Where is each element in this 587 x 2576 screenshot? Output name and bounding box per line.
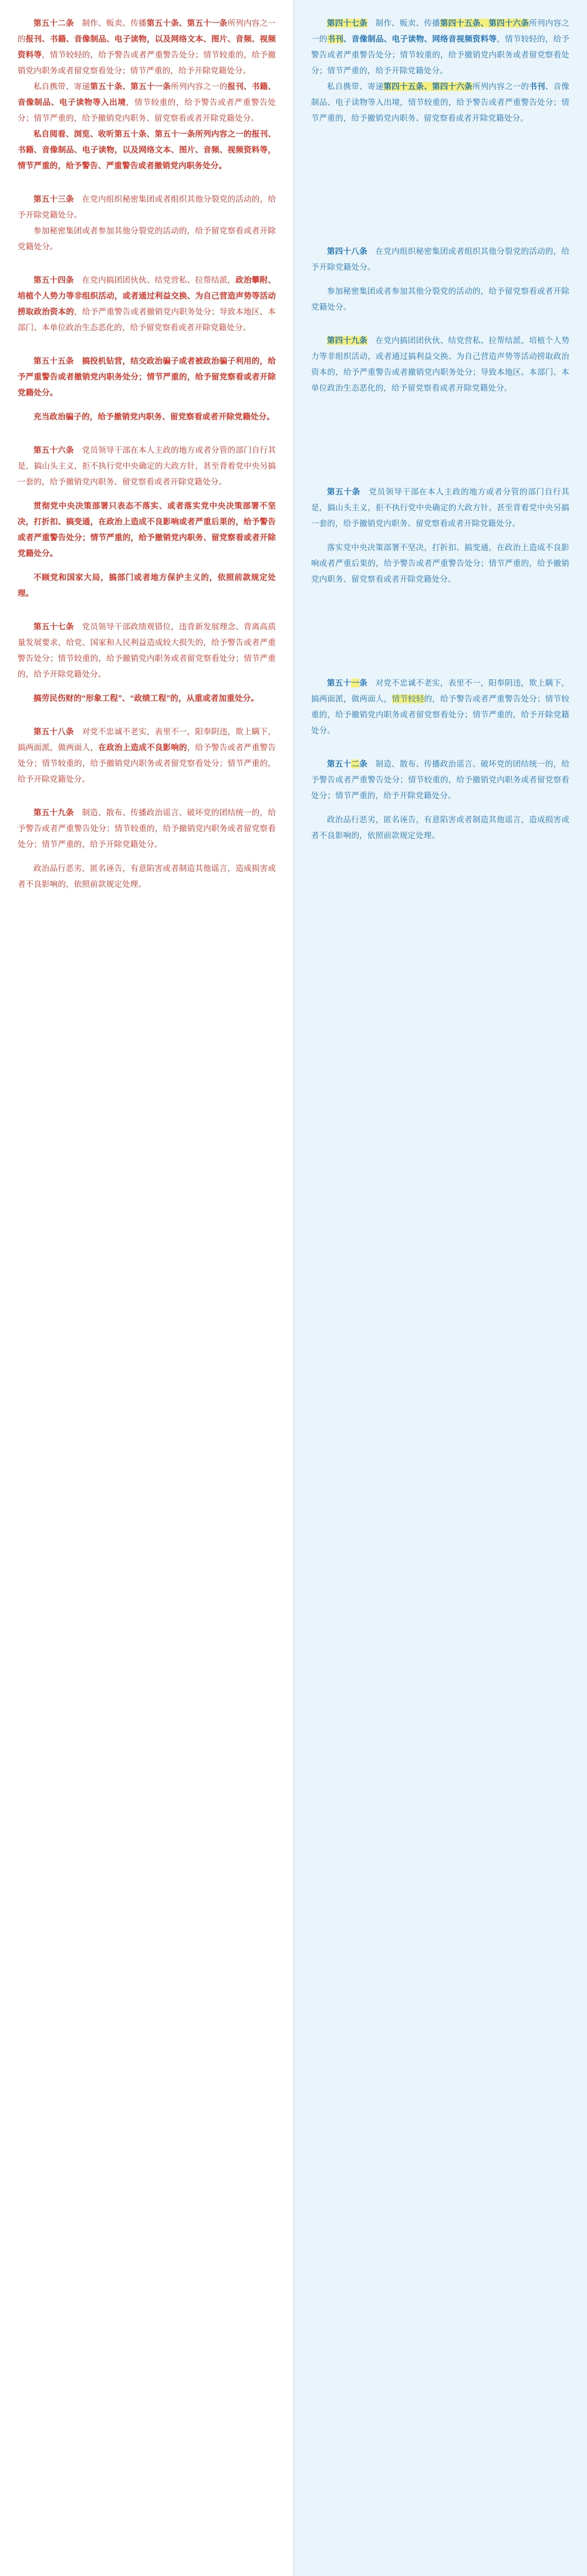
emphasised-text: 条 [359, 760, 367, 768]
emphasised-text: 书刊 [327, 35, 344, 43]
vertical-spacer [311, 126, 569, 243]
paragraph-l59 [18, 805, 276, 852]
emphasised-text: 第四十七条 [327, 19, 367, 28]
body-text: ，情节较轻的，给予警告或者严重警告处分；情节较重的，给予撤销党内职务或者留党察看处分；情节严重的，给予开除党籍处分。 [18, 50, 276, 75]
paragraph-r48 [311, 243, 569, 275]
vertical-spacer [311, 396, 569, 484]
emphasised-text: 不顾党和国家大局，搞部门或者地方保护主义的，依照前款规定处理。 [18, 573, 276, 598]
vertical-spacer [311, 531, 569, 540]
paragraph-l58 [18, 724, 276, 787]
emphasised-text: 私自阅看、浏览、收听第五十条、第五十一条所列内容之一的报刊、书籍、音像制品、电子读物，以及网络文本、图片、音频、视频资料等，情节严重的，给予警告、严重警告或者撤销党内职务处分。 [18, 130, 276, 170]
paragraph-r49 [311, 333, 569, 396]
vertical-spacer [18, 852, 276, 860]
emphasised-text: 第四十九条 [327, 336, 367, 345]
emphasised-text: 第五十二条 [33, 19, 74, 28]
body-text: 制作、贩卖、传播 [367, 19, 440, 28]
body-text: 制造、散布、传播政治谣言、破坏党的团结统一的，给予警告或者严重警告处分；情节较重的，给予撤销党内职务或者留党察看处分；情节严重的，给予开除党籍处分。 [311, 760, 570, 800]
body-text: 所列内容之一的 [472, 82, 529, 91]
paragraph-l52c [18, 126, 276, 174]
paragraph-l57 [18, 619, 276, 682]
emphasised-text: 书刊 [529, 82, 545, 91]
emphasised-text: 充当政治骗子的，给予撤销党内职务、留党察看或者开除党籍处分。 [33, 412, 275, 421]
emphasised-text: 第五十四条 [33, 276, 74, 284]
emphasised-text: 搞劳民伤财的“形象工程”、“政绩工程”的，从重或者加重处分。 [33, 694, 259, 703]
body-text: 制造、散布、传播政治谣言、破坏党的团结统一的，给予警告或者严重警告处分；情节较重的，给予撤销党内职务或者留党察看处分；情节严重的，给予开除党籍处分。 [18, 808, 276, 849]
body-text: 在党内搞团团伙伙、结党营私、拉帮结派、培植个人势力等非组织活动，或者通过搞利益交换、为自己营造声势等活动捞取政治资本的，给予严重警告或者撤销党内职务处分；导致本地区、本部门、本单位政治生态恶化的，给予留党察看或者开除党籍处分。 [311, 336, 570, 392]
emphasised-text: 第五十条、第五十一条 [146, 19, 228, 28]
paragraph-l53b [18, 223, 276, 255]
emphasised-text: 条 [359, 679, 367, 687]
body-text: 对党不忠诚不老实，表里不一，阳奉阴违，欺上瞒下，搞两面派，做两面人， [18, 727, 276, 752]
body-text: 在党内组织秘密集团或者组织其他分裂党的活动的，给予开除党籍处分。 [18, 195, 276, 219]
body-text: 所列内容之一的 [171, 82, 228, 91]
paragraph-l56b [18, 498, 276, 561]
emphasised-text: 第五十条、第五十一条 [90, 82, 171, 91]
emphasised-text: 第四十八条 [327, 247, 367, 256]
body-text: 参加秘密集团或者参加其他分裂党的活动的，给予留党察看或者开除党籍处分。 [18, 226, 276, 251]
vertical-spacer [18, 682, 276, 690]
vertical-spacer [311, 315, 569, 333]
emphasised-text: 第五十五条 搞投机钻营，结交政治骗子或者被政治骗子利用的，给予严重警告或者撤销党内职务处分；情节严重的，给予留党察看或者开除党籍处分。 [18, 357, 276, 397]
vertical-spacer [311, 738, 569, 756]
body-text: 党员领导干部在本人主政的地方或者分管的部门自行其是，搞山头主义，拒不执行党中央确定的大政方针，甚至背着党中央另搞一套的，给予撤销党内职务、留党察看或者开除党籍处分。 [18, 446, 276, 486]
emphasised-text: 第五十九条 [33, 808, 74, 817]
body-text: 党员领导干部政绩观错位，违背新发展理念、背离高质量发展要求，给党、国家和人民利益造成较大损失的，给予警告或者严重警告处分；情节较重的，给予撤销党内职务或者留党察看处分；情节严重的，给予开除党籍处分。 [18, 622, 276, 679]
paragraph-l59b [18, 860, 276, 892]
emphasised-text: 第五十条 [327, 487, 361, 496]
vertical-spacer [18, 561, 276, 570]
vertical-spacer [18, 255, 276, 272]
body-text: 私自携带、寄递 [33, 82, 90, 91]
body-text: ，给予严重警告或者撤销党内职务处分；导致本地区、本部门、本单位政治生态恶化的，给予留党察看或者开除党籍处分。 [18, 307, 276, 332]
paragraph-r50b [311, 540, 569, 587]
vertical-spacer [18, 401, 276, 409]
body-text: 落实党中央决策部署不坚决，打折扣、搞变通，在政治上造成不良影响或者严重后果的，给予警告或者严重警告处分；情节严重的，给予撤销党内职务、留党察看或者开除党籍处分。 [311, 543, 569, 584]
body-text: ，情节较重的，给予警告或者严重警告处分；情节严重的，给予撤销党内职务、留党察看或者开除党籍处分。 [18, 98, 276, 123]
body-text: 政治品行恶劣，匿名诬告，有意陷害或者制造其他谣言，造成损害或者不良影响的，依照前款规定处理。 [18, 864, 276, 889]
paragraph-l54 [18, 272, 276, 335]
emphasised-text: 报刊、书籍、音像制品、电子读物，以及网络文本、图片、音频、视频资料等 [18, 35, 276, 59]
paragraph-r47b [311, 79, 569, 126]
right-column-original-text [294, 0, 587, 2576]
body-text: 参加秘密集团或者参加其他分裂党的活动的，给予留党察看或者开除党籍处分。 [311, 287, 569, 311]
vertical-spacer [18, 174, 276, 191]
paragraph-l55b [18, 409, 276, 425]
paragraph-l52 [18, 15, 276, 79]
body-text: 私自携带、寄递 [327, 82, 384, 91]
paragraph-l55 [18, 353, 276, 401]
body-text: 在党内搞团团伙伙、结党营私、拉帮结派， [73, 276, 236, 284]
paragraph-l56 [18, 442, 276, 490]
body-text: 情节较轻 [392, 694, 424, 703]
body-text: ，情节较轻的，给予警告或者严重警告处分；情节较重的，给予撤销党内职务或者留党察看处分；情节严重的，给予开除党籍处分。 [311, 35, 570, 75]
paragraph-r52 [311, 756, 569, 804]
vertical-spacer [18, 787, 276, 805]
paragraph-r47 [311, 15, 569, 79]
emphasised-text: 第五十七条 [33, 622, 74, 631]
body-text: ，给予警告或者严重警告处分；情节较重的，给予撤销党内职务或者留党察看处分；情节严重的，给予开除党籍处分。 [18, 743, 276, 784]
emphasised-text: 第五十八条 [33, 727, 74, 736]
vertical-spacer [311, 587, 569, 675]
emphasised-text: 报刊、书籍、音像制品、电子读物等入出境 [18, 82, 276, 107]
paragraph-l57b [18, 690, 276, 706]
body-text: 在党内组织秘密集团或者组织其他分裂党的活动的，给予开除党籍处分。 [311, 247, 570, 272]
emphasised-text: 第四十五条、第四十六条 [440, 19, 529, 28]
paragraph-r48b [311, 283, 569, 315]
emphasised-text: 第五十 [327, 760, 352, 768]
emphasised-text: 在政治上造成不良影响的 [98, 743, 187, 752]
paragraph-r52b [311, 812, 569, 843]
emphasised-text: 第五十三条 [33, 195, 74, 204]
vertical-spacer [18, 601, 276, 619]
emphasised-text: 网络音视频资料等 [432, 35, 497, 43]
body-text: 所列内容之一的 [311, 19, 569, 43]
body-text: 、音像制品、电子读物等入出境，情节较重的，给予警告或者严重警告处分；情节严重的，给予撤销党内职务、留党察看或者开除党籍处分。 [311, 82, 569, 123]
vertical-spacer [18, 706, 276, 724]
paragraph-r51 [311, 675, 569, 738]
paragraph-l52b [18, 79, 276, 126]
vertical-spacer [311, 275, 569, 283]
body-text: 党员领导干部在本人主政的地方或者分管的部门自行其是，搞山头主义，拒不执行党中央确定的大政方针，甚至背着党中央另搞一套的，给予撤销党内职务、留党察看或者开除党籍处分。 [311, 487, 569, 528]
body-text: 制作、贩卖、传播 [73, 19, 147, 28]
vertical-spacer [18, 425, 276, 442]
emphasised-text: 二 [351, 760, 360, 768]
emphasised-text: 第五十六条 [33, 446, 74, 455]
vertical-spacer [18, 335, 276, 353]
body-text: 对党不忠诚不老实，表里不一，阳奉阴违，欺上瞒下，搞两面派，做两面人， [311, 679, 570, 703]
paragraph-r50 [311, 484, 569, 531]
body-text: 所列内容之一的 [18, 19, 276, 43]
emphasised-text: 政治攀附、培植个人势力等非组织活动，或者通过利益交换、为自己营造声势等活动捞取政治资本的 [18, 276, 276, 316]
emphasised-text: 第五十 [327, 679, 352, 687]
paragraph-l56c [18, 570, 276, 601]
emphasised-text: 一 [351, 679, 360, 687]
vertical-spacer [311, 804, 569, 812]
emphasised-text: 贯彻党中央决策部署只表态不落实、或者落实党中央决策部署不坚决，打折扣、搞变通，在政治上造成不良影响或者严重后果的，给予警告或者严重警告处分；情节严重的，给予撤销党内职务、留党察看或者开除党籍处分。 [18, 501, 276, 558]
emphasised-text: 第四十五条、第四十六条 [383, 82, 473, 91]
vertical-spacer [18, 490, 276, 498]
body-text: 的，给予警告或者严重警告处分；情节较重的，给予撤销党内职务或者留党察看处分；情节严重的，给予开除党籍处分。 [311, 694, 569, 735]
paragraph-l53 [18, 191, 276, 223]
emphasised-text: 、音像制品、电子读物、 [343, 35, 433, 43]
body-text: 政治品行恶劣，匿名诬告，有意陷害或者制造其他谣言，造成损害或者不良影响的，依照前款规定处理。 [311, 815, 569, 840]
